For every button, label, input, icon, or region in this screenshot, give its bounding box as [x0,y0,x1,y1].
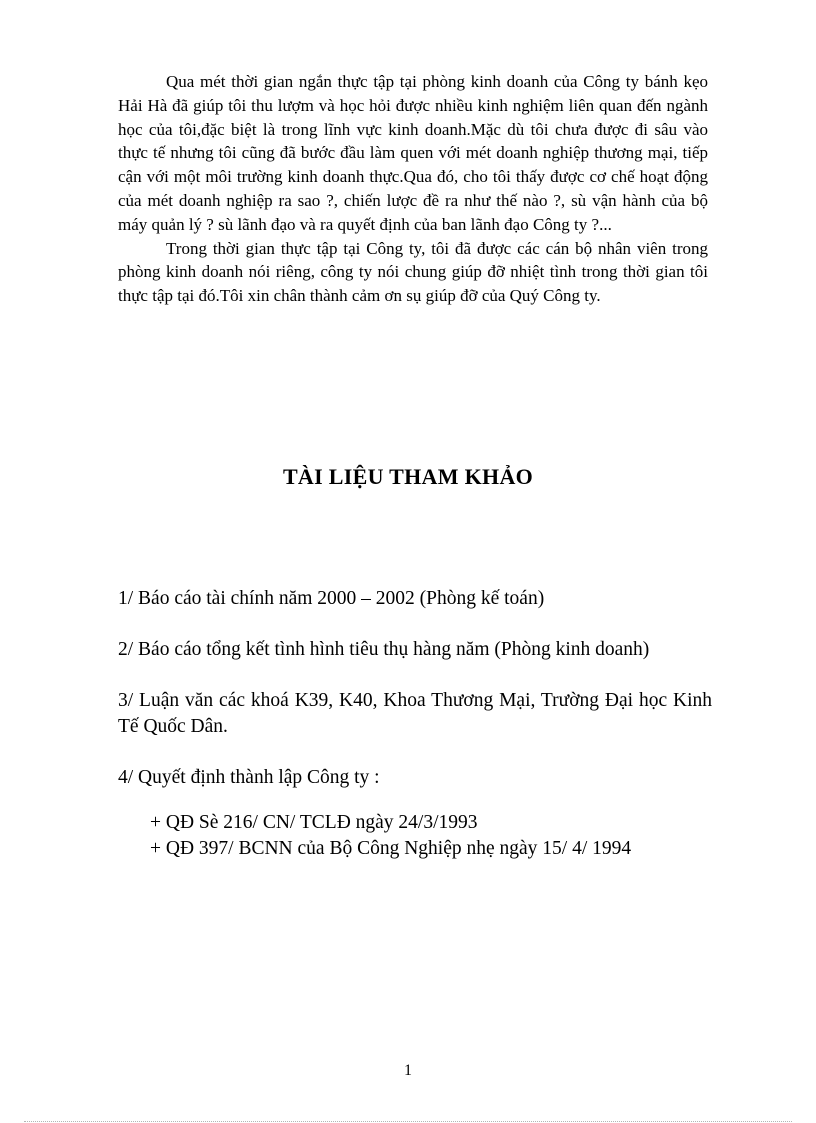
reference-item-3: 3/ Luận văn các khoá K39, K40, Khoa Thương Mại, Trường Đại học Kinh Tế Quốc Dân. [118,690,712,737]
paragraph-acknowledgement: Trong thời gian thực tập tại Công ty, tôi đã được các cán bộ nhân viên trong phòng kinh doanh nói riêng, công ty nói chung giúp đỡ nhiệt tình trong thời gian tôi thực tập tại đó.Tôi xin chân thành cảm ơn sụ giúp đỡ của Quý Công ty. [118,238,708,306]
reference-item-4: 4/ Quyết định thành lập Công ty : [118,767,380,788]
page-number: 1 [404,1062,412,1079]
sub-item-decision-216: + QĐ Sè 216/ CN/ TCLĐ ngày 24/3/1993 [150,812,478,833]
reference-item-1: 1/ Báo cáo tài chính năm 2000 – 2002 (Phòng kế toán) [118,588,545,609]
reference-item-2: 2/ Báo cáo tổng kết tình hình tiêu thụ hàng năm (Phòng kinh doanh) [118,639,650,660]
body-text [118,70,708,308]
references-list [118,586,712,862]
footer-divider [24,1121,792,1122]
references-heading: TÀI LIỆU THAM KHẢO [282,464,534,489]
paragraph-internship-summary: Qua mét thời gian ngắn thực tập tại phòng kinh doanh của Công ty bánh kẹo Hải Hà đã giúp tôi thu lượm và học hỏi được nhiều kinh nghiệm liên quan đến ngành học của tôi,đặc biệt là trong lĩnh vực kinh doanh.Mặc dù tôi chưa được đi sâu vào thực tế nhưng tôi cũng đã bước đầu làm quen với mét doanh nghiệp thương mại, tiếp cận với một môi trường kinh doanh thực.Qua đó, cho tôi thấy được cơ chế hoạt động của mét doanh nghiệp ra sao ?, chiến lược đề ra như thế nào ?, sù vận hành của bộ máy quản lý ? sù lãnh đạo và ra quyết định của ban lãnh đạo Công ty ?... [118,72,708,234]
sub-item-decision-397: + QĐ 397/ BCNN của Bộ Công Nghiệp nhẹ ngày 15/ 4/ 1994 [150,838,632,859]
decision-sub-items [118,810,712,862]
